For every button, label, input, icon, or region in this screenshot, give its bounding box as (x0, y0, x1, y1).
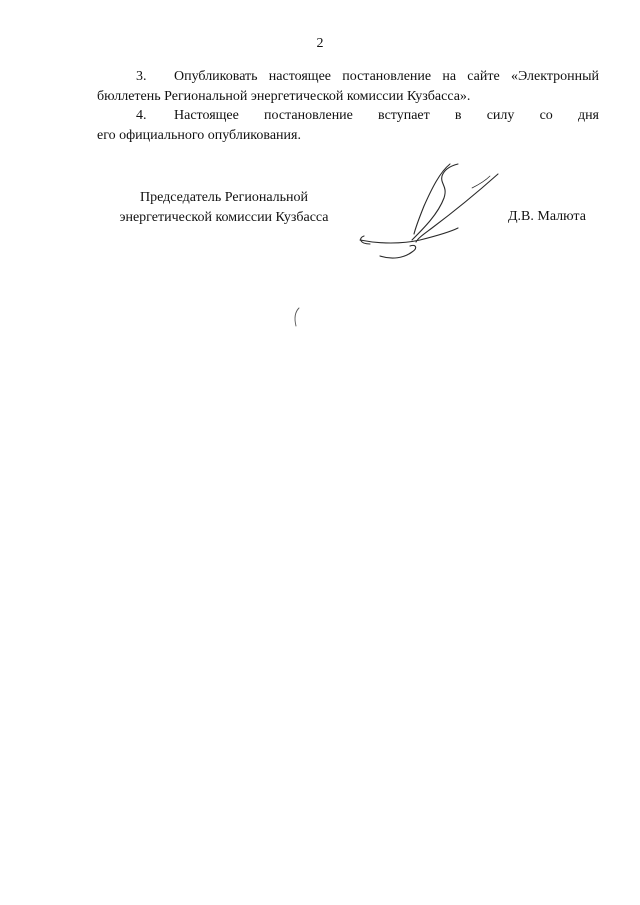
document-body (97, 67, 599, 145)
paragraph-4 (97, 106, 599, 145)
signer-title-line2: энергетической комиссии Кузбасса (119, 209, 329, 225)
signature-block (0, 188, 640, 288)
page-number: 2 (316, 36, 324, 51)
paragraph-4-number: 4. (136, 108, 147, 123)
paragraph-3-line1: Опубликовать настоящее постановление на сайте «Электронный (174, 69, 599, 84)
signer-title (104, 188, 344, 227)
paragraph-3-number: 3. (136, 69, 147, 84)
signer-title-line1: Председатель Региональной (139, 190, 309, 205)
pen-mark-icon (290, 306, 304, 328)
paragraph-3-rest: бюллетень Региональной энергетической комиссии Кузбасса». (97, 88, 471, 104)
paragraph-3 (97, 67, 599, 106)
signer-name: Д.В. Малюта (508, 209, 586, 224)
handwritten-signature-icon (340, 158, 510, 268)
paragraph-4-line1: Настоящее постановление вступает в силу со дня (174, 108, 599, 123)
paragraph-4-rest: его официального опубликования. (97, 127, 301, 143)
